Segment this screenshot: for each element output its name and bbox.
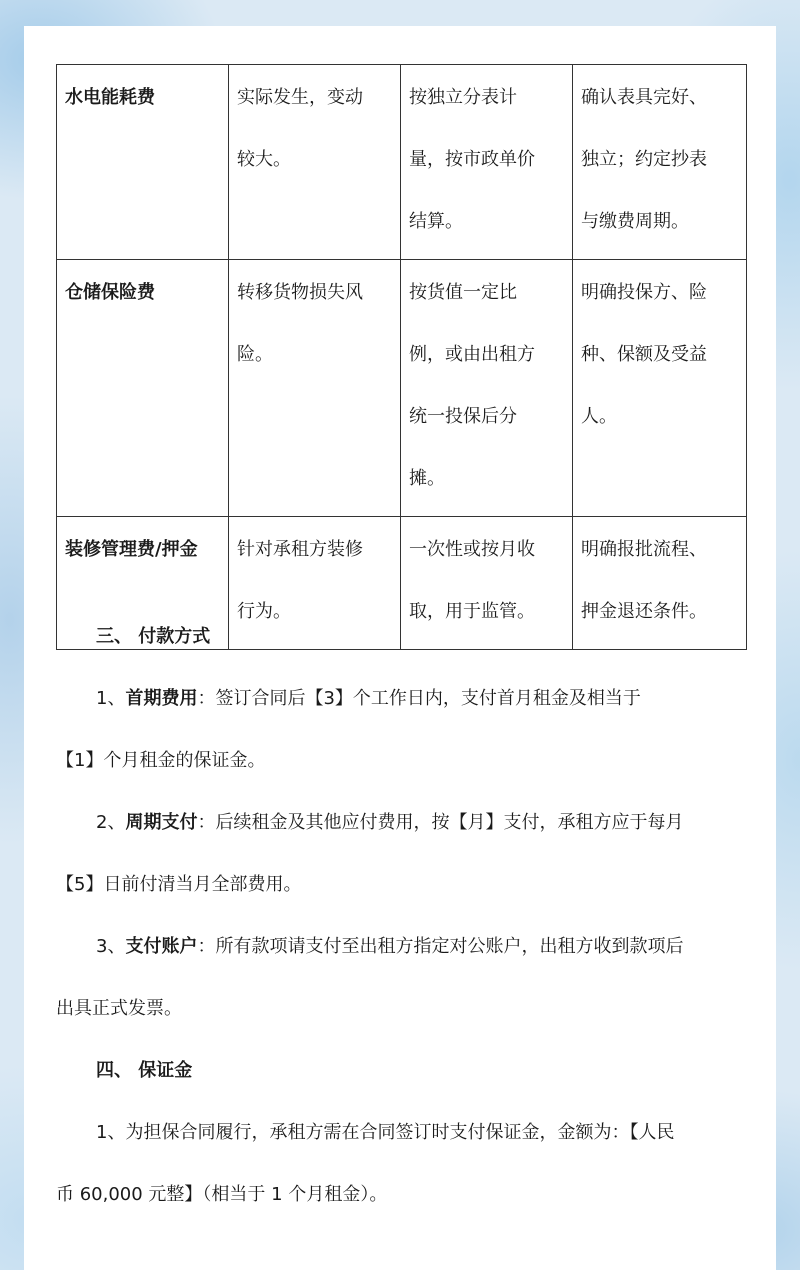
fee-method-cell: 一次性或按月收 取，用于监管。 [401,517,573,650]
fee-note-cell: 明确报批流程、 押金退还条件。 [573,517,747,650]
fee-item-cell [57,260,229,517]
paragraph-periodic-payment-cont: 【5】日前付清当月全部费用。 [56,874,302,895]
keyword-first-payment: 首期费用 [125,688,198,709]
paragraph-periodic-payment: 2、周期支付：后续租金及其他应付费用，按【月】支付，承租方应于每月 [96,812,684,833]
fee-item-name: 水电能耗费 [65,87,155,108]
paragraph-payment-account-cont: 出具正式发票。 [56,998,182,1019]
fee-item-cell [57,65,229,260]
fee-note-cell: 确认表具完好、 独立；约定抄表 与缴费周期。 [573,65,747,260]
payment-section [56,606,746,1226]
table-row [57,65,747,260]
keyword-periodic-payment: 周期支付 [125,812,198,833]
fee-nature-cell: 针对承租方装修 行为。 [229,517,401,650]
section-heading-deposit: 四、 保证金 [96,1060,193,1081]
fee-nature-cell: 转移货物损失风 险。 [229,260,401,517]
paragraph-deposit: 1、为担保合同履行，承租方需在合同签订时支付保证金，金额为：【人民 [96,1122,675,1143]
paragraph-first-payment: 1、首期费用：签订合同后【3】个工作日内，支付首月租金及相当于 [96,688,641,709]
table-row [57,260,747,517]
fee-table [56,64,747,650]
fee-item-name: 仓储保险费 [65,282,155,303]
section-heading-payment: 三、 付款方式 [96,626,211,647]
fee-method-cell: 按独立分表计 量，按市政单价 结算。 [401,65,573,260]
paragraph-payment-account: 3、支付账户：所有款项请支付至出租方指定对公账户，出租方收到款项后 [96,936,684,957]
fee-nature-cell: 实际发生，变动 较大。 [229,65,401,260]
keyword-payment-account: 支付账户 [125,936,198,957]
paragraph-first-payment-cont: 【1】个月租金的保证金。 [56,750,266,771]
fee-item-name: 装修管理费/押金 [65,539,198,560]
paragraph-deposit-cont: 币 60,000 元整】（相当于 1 个月租金）。 [56,1184,388,1205]
fee-method-cell: 按货值一定比 例，或由出租方 统一投保后分 摊。 [401,260,573,517]
fee-note-cell: 明确投保方、险 种、保额及受益 人。 [573,260,747,517]
